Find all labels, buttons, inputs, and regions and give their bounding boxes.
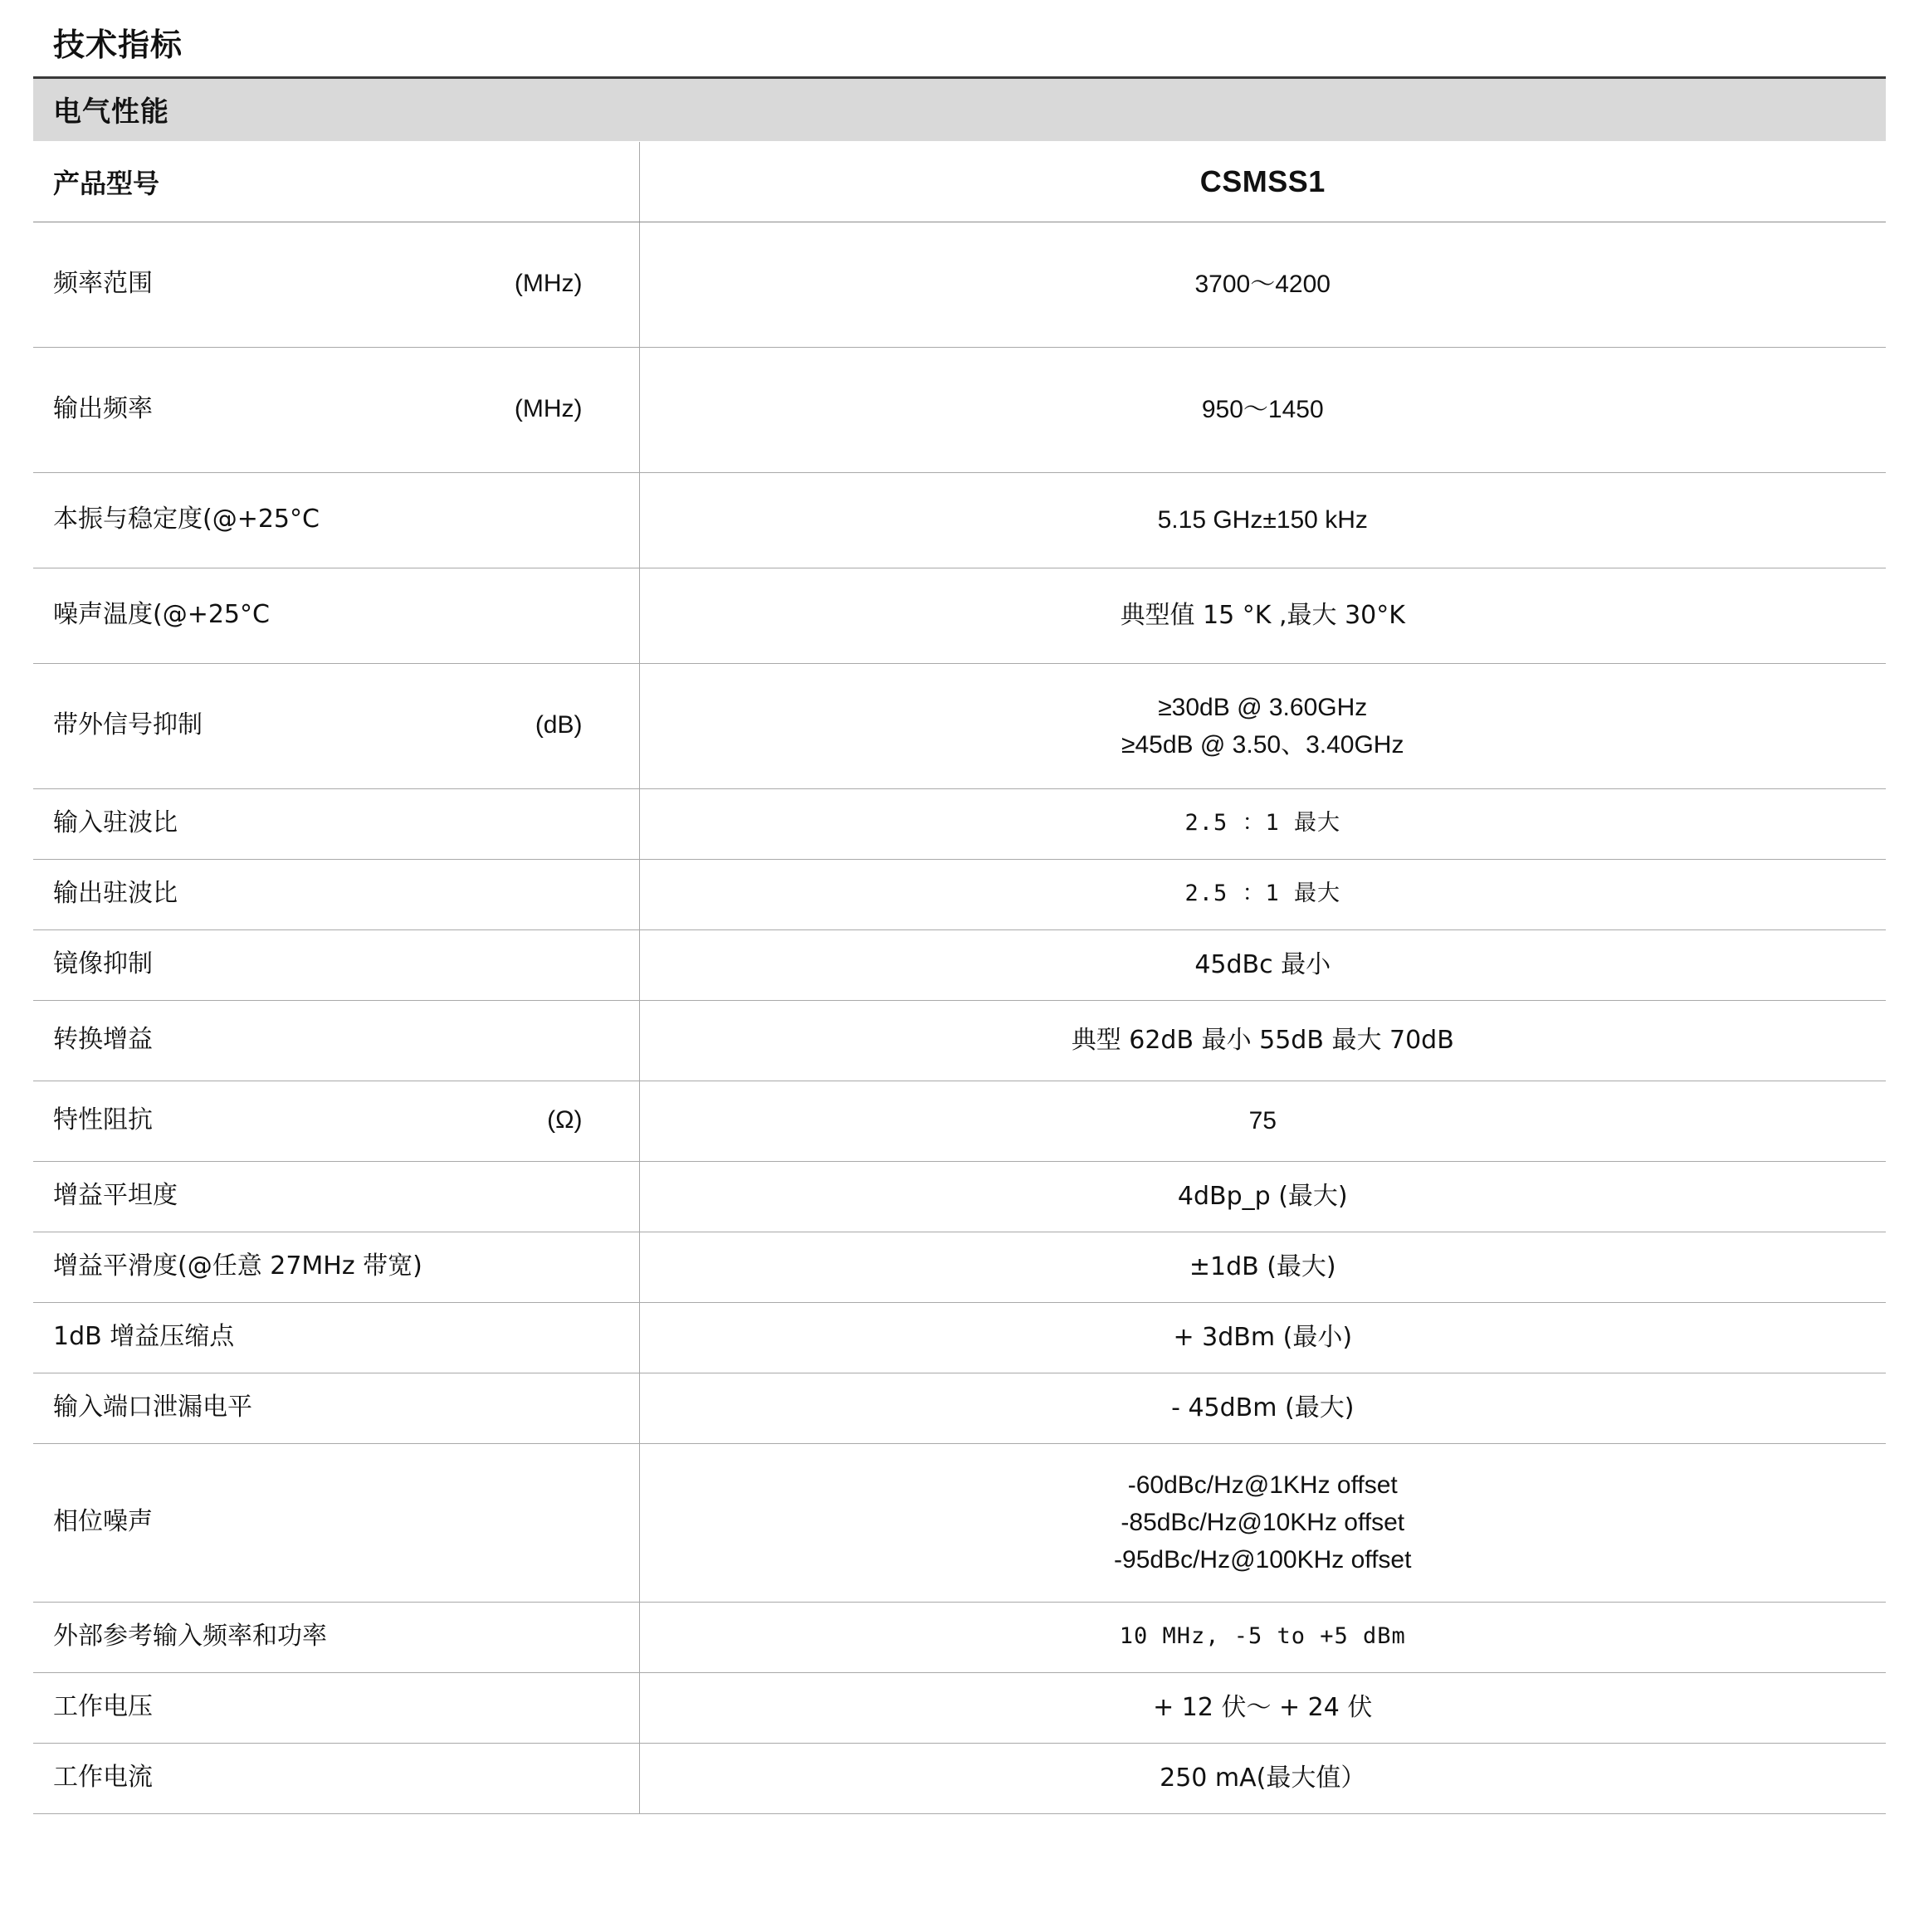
spec-value-line: 4dBp_p (最大) — [1177, 1182, 1348, 1212]
spec-value — [640, 1759, 1887, 1797]
table-row — [33, 1161, 1886, 1232]
spec-label-text: 外部参考输入频率和功率 — [53, 1622, 327, 1651]
spec-label-cell — [33, 1000, 639, 1081]
spec-value-cell — [639, 1373, 1886, 1443]
spec-label-cell — [33, 788, 639, 859]
spec-label — [33, 1232, 639, 1302]
table-body — [33, 142, 1886, 1814]
spec-label-text: 特性阻抗 — [53, 1105, 153, 1135]
table-row — [33, 1081, 1886, 1161]
table-row — [33, 1602, 1886, 1672]
spec-label-cell — [33, 1672, 639, 1743]
spec-value — [640, 1102, 1887, 1139]
spec-value-line: 3700～4200 — [1194, 271, 1331, 299]
table-row — [33, 347, 1886, 472]
spec-value — [640, 946, 1887, 983]
spec-value — [640, 501, 1887, 539]
spec-value-line: -85dBc/Hz@10KHz offset — [1121, 1509, 1405, 1537]
spec-value-cell — [639, 1000, 1886, 1081]
spec-value — [640, 1178, 1887, 1215]
spec-value-line: ±1dB (最大) — [1189, 1252, 1336, 1282]
spec-label-cell — [33, 1161, 639, 1232]
table-row — [33, 929, 1886, 1000]
table-row — [33, 1743, 1886, 1813]
spec-value-cell — [639, 472, 1886, 568]
spec-label-text: 相位噪声 — [53, 1507, 153, 1537]
spec-value — [640, 597, 1887, 634]
table-row — [33, 472, 1886, 568]
table-row — [33, 663, 1886, 788]
spec-label-cell — [33, 472, 639, 568]
table-row — [33, 1232, 1886, 1302]
table-row — [33, 568, 1886, 663]
spec-label-text: 频率范围 — [53, 269, 153, 299]
spec-label-cell — [33, 663, 639, 788]
spec-value-cell — [639, 568, 1886, 663]
spec-unit-text: (MHz) — [514, 270, 583, 298]
spec-label — [33, 348, 639, 472]
spec-value-line: 75 — [1248, 1107, 1277, 1135]
section-header-electrical: 电气性能 — [33, 76, 1886, 142]
spec-value-line: ≥45dB @ 3.50、3.40GHz — [1121, 730, 1404, 759]
spec-value — [640, 1689, 1887, 1726]
spec-value-cell — [639, 1161, 1886, 1232]
spec-label-cell — [33, 1232, 639, 1302]
specifications-table — [33, 142, 1886, 1814]
table-header-row — [33, 142, 1886, 222]
spec-label — [33, 860, 639, 929]
spec-unit-text: (dB) — [535, 711, 583, 739]
spec-label-cell — [33, 1302, 639, 1373]
spec-label-text: 输入驻波比 — [53, 808, 178, 838]
table-row — [33, 1302, 1886, 1373]
spec-value-cell — [639, 222, 1886, 347]
table-row — [33, 222, 1886, 347]
spec-value-cell — [639, 1443, 1886, 1602]
table-row — [33, 1443, 1886, 1602]
spec-unit-text: (MHz) — [514, 395, 583, 423]
spec-label — [33, 1744, 639, 1813]
spec-label-text: 噪声温度(@+25°C — [53, 600, 270, 630]
spec-value — [640, 266, 1887, 303]
spec-value-cell — [639, 1743, 1886, 1813]
model-value: CSMSS1 — [1199, 163, 1326, 198]
spec-label-text: 输出频率 — [53, 394, 153, 424]
spec-value — [640, 1389, 1887, 1427]
spec-label-text: 增益平滑度(@任意 27MHz 带宽) — [53, 1251, 422, 1281]
spec-value-line: + 12 伏～ + 24 伏 — [1153, 1693, 1373, 1723]
spec-label — [33, 930, 639, 1000]
spec-label — [33, 1673, 639, 1743]
spec-value-cell — [639, 1302, 1886, 1373]
spec-label-text: 镜像抑制 — [53, 949, 153, 979]
spec-label-text: 本振与稳定度(@+25°C — [53, 505, 320, 534]
spec-value-line: 950～1450 — [1201, 396, 1324, 424]
spec-label-text: 带外信号抑制 — [53, 710, 203, 740]
spec-label-cell — [33, 859, 639, 929]
spec-value — [640, 877, 1887, 911]
table-row — [33, 1672, 1886, 1743]
spec-label-text: 工作电流 — [53, 1763, 153, 1793]
spec-label — [33, 1444, 639, 1602]
spec-label — [33, 1603, 639, 1672]
spec-label-cell — [33, 1602, 639, 1672]
spec-value-line: 45dBc 最小 — [1194, 950, 1331, 980]
spec-value-line: 5.15 GHz±150 kHz — [1157, 506, 1368, 534]
spec-unit-text: (Ω) — [547, 1106, 583, 1134]
spec-value-line: ≥30dB @ 3.60GHz — [1158, 693, 1368, 721]
spec-label-text: 转换增益 — [53, 1025, 153, 1055]
spec-label — [33, 1373, 639, 1443]
spec-label — [33, 664, 639, 788]
table-row — [33, 859, 1886, 929]
spec-label-text: 输出驻波比 — [53, 879, 178, 909]
spec-value-cell — [639, 929, 1886, 1000]
spec-value-cell — [639, 663, 1886, 788]
spec-value-cell — [639, 1081, 1886, 1161]
spec-value-line: + 3dBm (最小) — [1173, 1323, 1353, 1353]
header-label-cell — [33, 142, 639, 222]
spec-value-line: 2.5 ：1 最大 — [1184, 810, 1341, 837]
spec-value-line: - 45dBm (最大) — [1171, 1393, 1355, 1423]
spec-value-cell — [639, 1672, 1886, 1743]
spec-label — [33, 1001, 639, 1081]
header-value-cell — [639, 142, 1886, 222]
spec-value-cell — [639, 1602, 1886, 1672]
model-label: 产品型号 — [53, 167, 160, 199]
spec-label-cell — [33, 568, 639, 663]
table-row — [33, 788, 1886, 859]
spec-label — [33, 222, 639, 347]
spec-label-cell — [33, 1373, 639, 1443]
table-row — [33, 1000, 1886, 1081]
spec-label — [33, 789, 639, 859]
spec-value-line: 10 MHz, -5 to +5 dBm — [1119, 1623, 1406, 1650]
spec-label-cell — [33, 1743, 639, 1813]
spec-label-cell — [33, 347, 639, 472]
spec-label-text: 输入端口泄漏电平 — [53, 1393, 252, 1422]
spec-value-line: 典型值 15 °K ,最大 30°K — [1120, 601, 1405, 631]
spec-value-line: 250 mA(最大值） — [1160, 1764, 1366, 1793]
spec-value — [640, 1466, 1887, 1578]
spec-label-text: 增益平坦度 — [53, 1181, 178, 1211]
spec-label — [33, 1303, 639, 1373]
spec-value — [640, 807, 1887, 841]
spec-value — [640, 1022, 1887, 1059]
spec-value-line: 2.5 ：1 最大 — [1184, 881, 1341, 907]
spec-label-cell — [33, 929, 639, 1000]
spec-value-cell — [639, 859, 1886, 929]
spec-label-cell — [33, 222, 639, 347]
spec-value — [640, 1319, 1887, 1356]
spec-value-line: 典型 62dB 最小 55dB 最大 70dB — [1071, 1026, 1454, 1056]
spec-value-line: -95dBc/Hz@100KHz offset — [1114, 1546, 1412, 1574]
spec-value — [640, 1248, 1887, 1286]
spec-label — [33, 1162, 639, 1232]
spec-label — [33, 1081, 639, 1161]
spec-value — [640, 1620, 1887, 1654]
spec-value-cell — [639, 1232, 1886, 1302]
spec-value-cell — [639, 347, 1886, 472]
spec-label — [33, 568, 639, 663]
spec-value-line: -60dBc/Hz@1KHz offset — [1127, 1471, 1398, 1500]
spec-label-cell — [33, 1081, 639, 1161]
spec-value — [640, 689, 1887, 764]
spec-label-cell — [33, 1443, 639, 1602]
spec-value — [640, 391, 1887, 428]
spec-label-text: 1dB 增益压缩点 — [53, 1322, 235, 1352]
spec-label-text: 工作电压 — [53, 1692, 153, 1722]
table-row — [33, 1373, 1886, 1443]
spec-label — [33, 473, 639, 568]
page-title: 技术指标 — [53, 27, 183, 63]
spec-value-cell — [639, 788, 1886, 859]
